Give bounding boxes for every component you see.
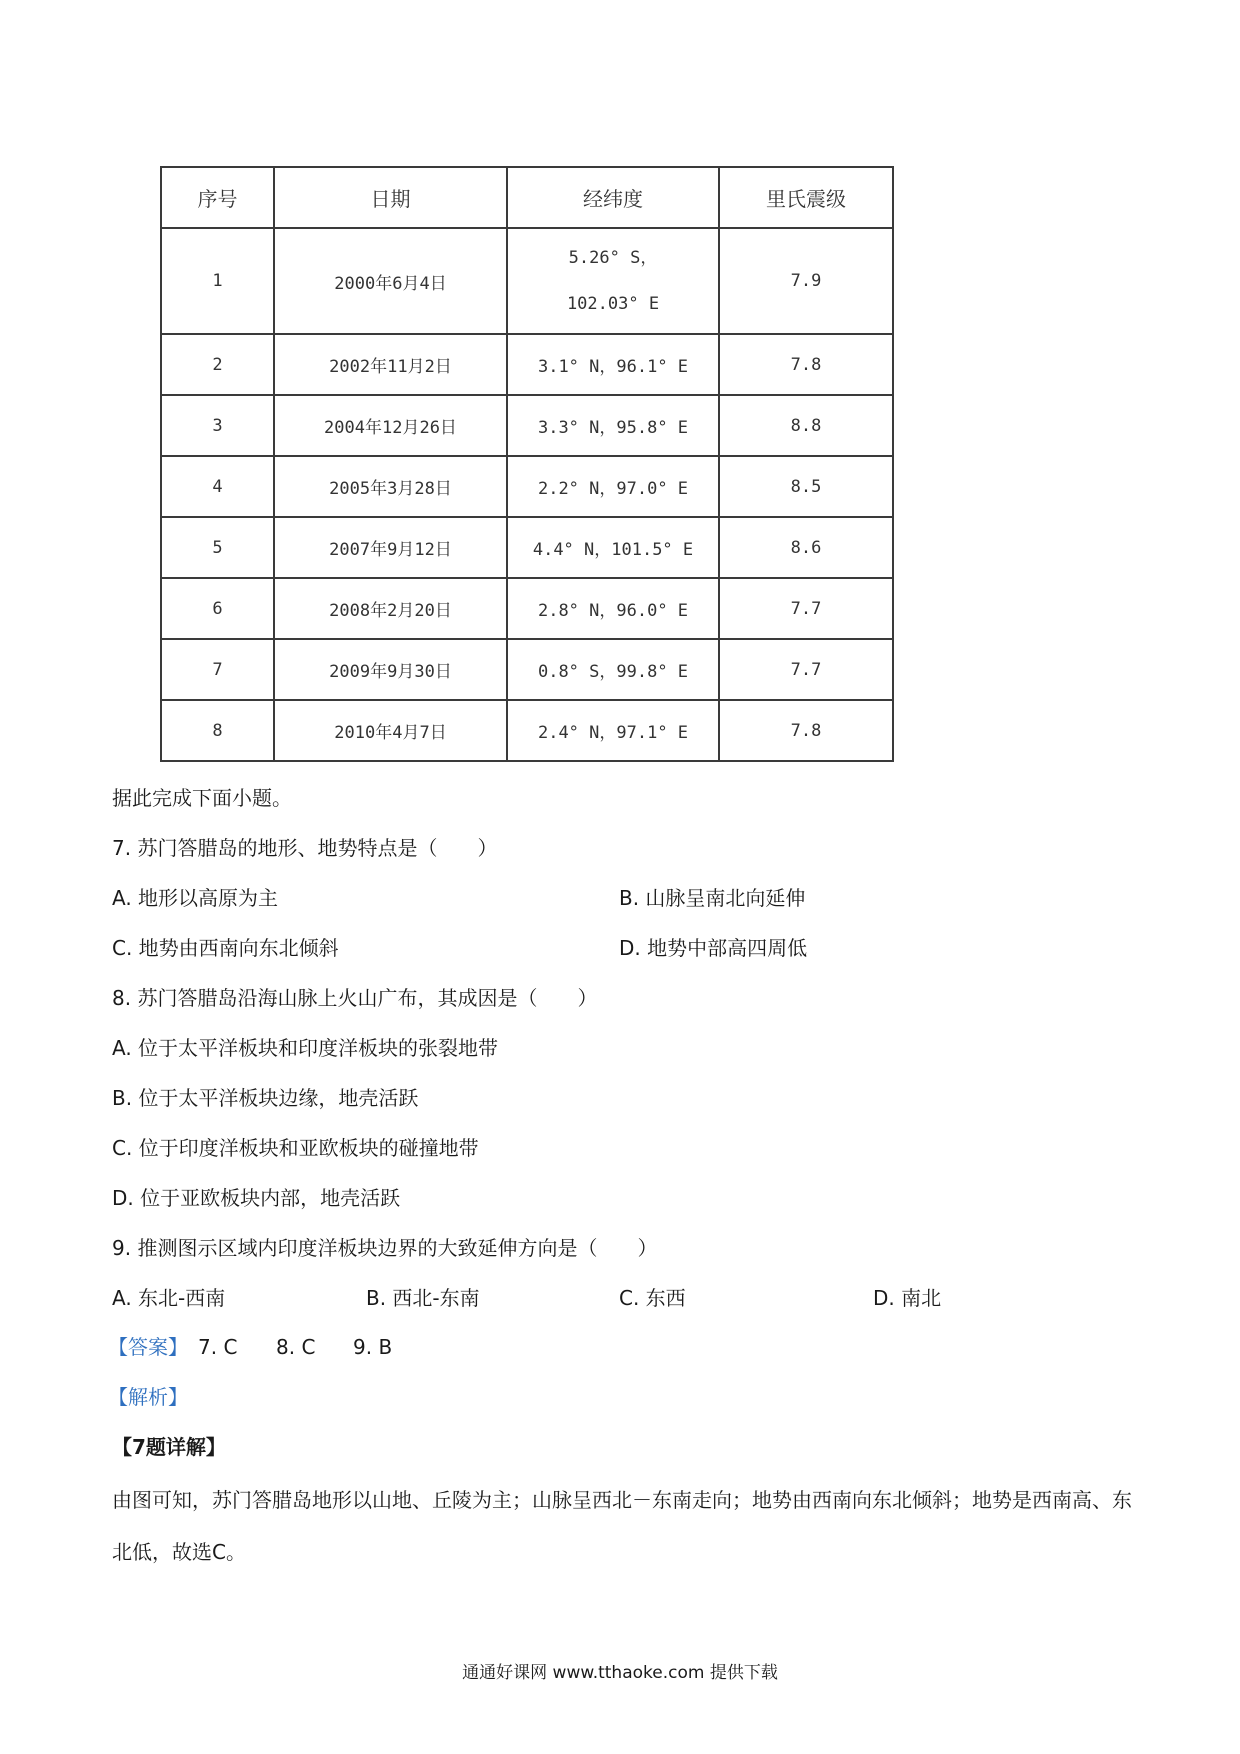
answer-label: 【答案】	[108, 1335, 188, 1359]
cell-date: 2008年2月20日	[274, 578, 507, 639]
detail-7-label: 【7题详解】	[112, 1435, 226, 1459]
cell-no: 3	[161, 395, 274, 456]
question-9-option-d: D. 南北	[873, 1286, 942, 1310]
question-8-option-a: A. 位于太平洋板块和印度洋板块的张裂地带	[112, 1036, 499, 1060]
question-9-option-a: A. 东北-西南	[112, 1286, 226, 1310]
header-magnitude: 里氏震级	[719, 167, 893, 228]
question-8-option-d: D. 位于亚欧板块内部，地壳活跃	[112, 1186, 401, 1210]
question-7-stem: 7. 苏门答腊岛的地形、地势特点是（ ）	[112, 836, 498, 860]
analysis-label: 【解析】	[108, 1385, 188, 1409]
detail-7-text: 由图可知，苏门答腊岛地形以山地、丘陵为主；山脉呈西北－东南走向；地势由西南向东北倾斜；地势是西南高、东北低，故选C。	[112, 1488, 1132, 1564]
cell-coord: 4.4° N，101.5° E	[507, 517, 719, 578]
header-no: 序号	[161, 167, 274, 228]
cell-date: 2005年3月28日	[274, 456, 507, 517]
cell-magnitude: 7.8	[719, 334, 893, 395]
cell-magnitude: 7.7	[719, 639, 893, 700]
footer-source: 通通好课网 www.tthaoke.com 提供下载	[462, 1663, 778, 1683]
cell-coord: 3.3° N，95.8° E	[507, 395, 719, 456]
coord-line-2: 102.03° E	[566, 294, 660, 314]
cell-no: 1	[161, 228, 274, 334]
cell-date: 2009年9月30日	[274, 639, 507, 700]
question-7-option-a: A. 地形以高原为主	[112, 886, 279, 910]
cell-coord: 3.1° N，96.1° E	[507, 334, 719, 395]
cell-no: 5	[161, 517, 274, 578]
table-row	[161, 228, 893, 334]
table-row	[161, 517, 893, 578]
cell-no: 4	[161, 456, 274, 517]
intro-text: 据此完成下面小题。	[112, 786, 292, 810]
cell-no: 8	[161, 700, 274, 761]
question-8-stem: 8. 苏门答腊岛沿海山脉上火山广布，其成因是（ ）	[112, 986, 598, 1010]
answer-7: 7. C	[198, 1335, 238, 1359]
cell-magnitude: 8.8	[719, 395, 893, 456]
question-8-option-b: B. 位于太平洋板块边缘，地壳活跃	[112, 1086, 419, 1110]
answer-8: 8. C	[276, 1335, 316, 1359]
cell-coord: 0.8° S，99.8° E	[507, 639, 719, 700]
table-row	[161, 578, 893, 639]
question-7-option-d: D. 地势中部高四周低	[619, 936, 808, 960]
cell-coord	[507, 228, 719, 334]
question-7-option-c: C. 地势由西南向东北倾斜	[112, 936, 339, 960]
question-9-option-c: C. 东西	[619, 1286, 686, 1310]
cell-magnitude: 7.9	[719, 228, 893, 334]
header-date: 日期	[274, 167, 507, 228]
cell-no: 7	[161, 639, 274, 700]
cell-coord: 2.8° N，96.0° E	[507, 578, 719, 639]
cell-no: 2	[161, 334, 274, 395]
cell-magnitude: 7.8	[719, 700, 893, 761]
cell-date: 2002年11月2日	[274, 334, 507, 395]
question-8-option-c: C. 位于印度洋板块和亚欧板块的碰撞地带	[112, 1136, 479, 1160]
table-row	[161, 334, 893, 395]
cell-date: 2010年4月7日	[274, 700, 507, 761]
table-row	[161, 395, 893, 456]
cell-magnitude: 7.7	[719, 578, 893, 639]
cell-date: 2000年6月4日	[274, 228, 507, 334]
header-coord: 经纬度	[507, 167, 719, 228]
cell-magnitude: 8.5	[719, 456, 893, 517]
table-row	[161, 639, 893, 700]
cell-magnitude: 8.6	[719, 517, 893, 578]
question-9-option-b: B. 西北-东南	[366, 1286, 480, 1310]
question-7-option-b: B. 山脉呈南北向延伸	[619, 886, 806, 910]
cell-coord: 2.4° N，97.1° E	[507, 700, 719, 761]
earthquake-table	[160, 166, 894, 762]
cell-coord: 2.2° N，97.0° E	[507, 456, 719, 517]
coord-line-1: 5.26° S，	[568, 248, 658, 268]
cell-date: 2004年12月26日	[274, 395, 507, 456]
table-header-row	[161, 167, 893, 228]
cell-no: 6	[161, 578, 274, 639]
table-row	[161, 456, 893, 517]
question-9-stem: 9. 推测图示区域内印度洋板块边界的大致延伸方向是（ ）	[112, 1236, 658, 1260]
table-row	[161, 700, 893, 761]
answer-9: 9. B	[353, 1335, 393, 1359]
cell-date: 2007年9月12日	[274, 517, 507, 578]
